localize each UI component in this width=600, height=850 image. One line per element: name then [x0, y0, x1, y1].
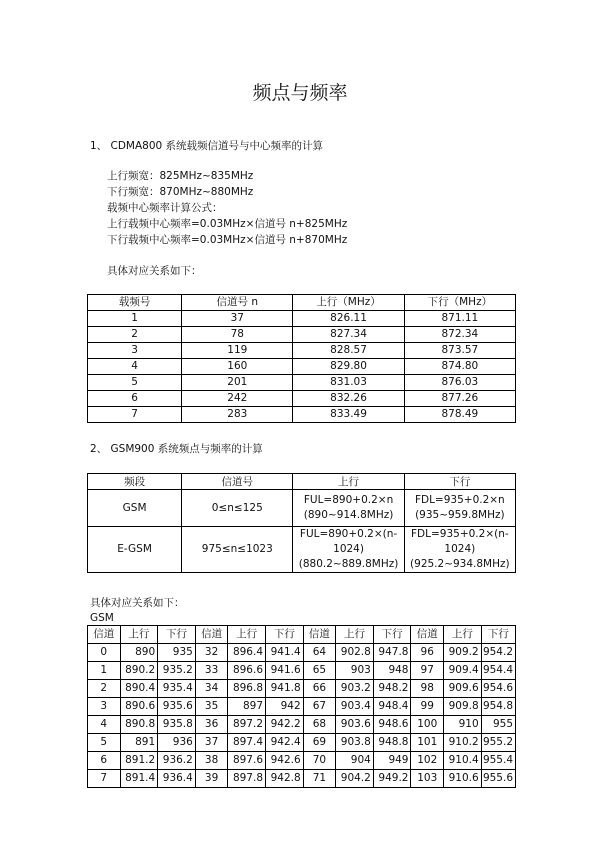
uplink-cell: 897	[228, 698, 266, 716]
uplink-cell: 903.2	[336, 680, 374, 698]
uplink-range: (880.2~889.8MHz)	[298, 558, 399, 570]
channel-cell: 96	[411, 644, 444, 662]
uplink-cell: 904	[336, 752, 374, 770]
channel-cell: 69	[303, 734, 336, 752]
carrier-number: 5	[88, 375, 182, 391]
downlink-cell: 935.2	[158, 662, 196, 680]
table-row	[88, 527, 516, 573]
downlink-cell: 954.2	[481, 644, 515, 662]
channel-cell: 68	[303, 716, 336, 734]
channel-cell: 71	[303, 770, 336, 788]
channel-cell: 3	[88, 698, 121, 716]
channel-cell: 39	[195, 770, 228, 788]
downlink-cell: 954.4	[481, 662, 515, 680]
downlink-cell: 941.8	[266, 680, 304, 698]
uplink-cell: 904.2	[336, 770, 374, 788]
channel-cell: 101	[411, 734, 444, 752]
uplink-cell: 890.4	[120, 680, 158, 698]
uplink-frequency: 826.11	[293, 311, 404, 327]
uplink-cell: 903.6	[336, 716, 374, 734]
uplink-cell: 890.8	[120, 716, 158, 734]
downlink-formula: FDL=935+0.2×(n-1024)	[411, 528, 509, 555]
channel-cell: 7	[88, 770, 121, 788]
channel-cell: 1	[88, 662, 121, 680]
table-row	[88, 698, 516, 716]
uplink-formula: FUL=890+0.2×n	[303, 494, 394, 506]
header-downlink: 下行（MHz）	[404, 295, 515, 311]
uplink-cell: 909.4	[444, 662, 482, 680]
gsm-header-cell: 信道	[88, 626, 121, 644]
downlink-cell: 936.4	[158, 770, 196, 788]
band-name: E-GSM	[88, 527, 182, 573]
uplink-cell: 890	[120, 644, 158, 662]
downlink-cell: 954.8	[481, 698, 515, 716]
channel-cell: 33	[195, 662, 228, 680]
channel-number: 37	[182, 311, 293, 327]
channel-cell: 4	[88, 716, 121, 734]
uplink-cell	[293, 490, 404, 527]
uplink-formula: 上行载频中心频率=0.03MHz×信道号 n+825MHz	[107, 218, 348, 230]
uplink-frequency: 828.57	[293, 343, 404, 359]
table-row	[88, 662, 516, 680]
cdma-frequency-table	[87, 294, 516, 423]
downlink-range: (925.2~934.8MHz)	[410, 558, 510, 570]
downlink-cell: 942.4	[266, 734, 304, 752]
downlink-frequency: 871.11	[404, 311, 515, 327]
gsm-header-cell: 信道	[303, 626, 336, 644]
uplink-cell: 902.8	[336, 644, 374, 662]
downlink-cell: 948.2	[373, 680, 411, 698]
downlink-cell: 949.2	[373, 770, 411, 788]
uplink-cell: 910.4	[444, 752, 482, 770]
uplink-frequency: 831.03	[293, 375, 404, 391]
channel-cell: 99	[411, 698, 444, 716]
downlink-cell: 942.6	[266, 752, 304, 770]
downlink-frequency: 876.03	[404, 375, 515, 391]
channel-cell: 6	[88, 752, 121, 770]
channel-cell: 2	[88, 680, 121, 698]
gsm-header-cell: 下行	[481, 626, 515, 644]
downlink-range: (935~959.8MHz)	[415, 509, 505, 521]
channel-range: 0≤n≤125	[182, 490, 293, 527]
uplink-cell: 896.6	[228, 662, 266, 680]
downlink-cell: 955	[481, 716, 515, 734]
channel-number: 283	[182, 407, 293, 423]
channel-cell: 36	[195, 716, 228, 734]
table-row	[88, 490, 516, 527]
channel-cell: 65	[303, 662, 336, 680]
header-channel: 信道号 n	[182, 295, 293, 311]
table-row	[88, 770, 516, 788]
channel-number: 119	[182, 343, 293, 359]
channel-range: 975≤n≤1023	[182, 527, 293, 573]
uplink-cell: 903	[336, 662, 374, 680]
header-carrier: 载频号	[88, 295, 182, 311]
uplink-frequency: 833.49	[293, 407, 404, 423]
downlink-cell: 948.8	[373, 734, 411, 752]
uplink-cell: 896.4	[228, 644, 266, 662]
uplink-cell: 909.6	[444, 680, 482, 698]
downlink-cell	[404, 490, 515, 527]
gsm-header-cell: 下行	[158, 626, 196, 644]
channel-cell: 102	[411, 752, 444, 770]
channel-cell: 64	[303, 644, 336, 662]
channel-cell: 32	[195, 644, 228, 662]
uplink-cell: 891	[120, 734, 158, 752]
downlink-cell: 935.6	[158, 698, 196, 716]
gsm-sub-label: GSM	[90, 612, 114, 624]
channel-cell: 0	[88, 644, 121, 662]
gsm-channel-table	[87, 625, 516, 788]
uplink-cell: 909.8	[444, 698, 482, 716]
downlink-cell: 942.8	[266, 770, 304, 788]
channel-cell: 97	[411, 662, 444, 680]
downlink-cell: 941.6	[266, 662, 304, 680]
downlink-cell: 949	[373, 752, 411, 770]
table-row	[88, 644, 516, 662]
carrier-number: 6	[88, 391, 182, 407]
table-row	[88, 327, 516, 343]
gsm-header-cell: 下行	[373, 626, 411, 644]
uplink-cell: 903.8	[336, 734, 374, 752]
downlink-cell: 936.2	[158, 752, 196, 770]
uplink-frequency: 827.34	[293, 327, 404, 343]
band-name: GSM	[88, 490, 182, 527]
uplink-cell: 890.2	[120, 662, 158, 680]
downlink-cell: 935	[158, 644, 196, 662]
header-channel: 信道号	[182, 474, 293, 490]
downlink-frequency: 874.80	[404, 359, 515, 375]
table-row	[88, 716, 516, 734]
downlink-cell	[404, 527, 515, 573]
uplink-range: (890~914.8MHz)	[303, 509, 394, 521]
section2-heading: 2、 GSM900 系统频点与频率的计算	[90, 443, 263, 455]
gsm-header-cell: 上行	[336, 626, 374, 644]
gsm-header-cell: 信道	[411, 626, 444, 644]
carrier-number: 1	[88, 311, 182, 327]
section2-intro: 具体对应关系如下：	[90, 597, 185, 609]
downlink-cell: 955.4	[481, 752, 515, 770]
uplink-formula: FUL=890+0.2×(n-1024)	[299, 528, 398, 555]
table-header-row	[88, 626, 516, 644]
uplink-cell: 897.8	[228, 770, 266, 788]
uplink-cell: 910.6	[444, 770, 482, 788]
downlink-cell: 941.4	[266, 644, 304, 662]
uplink-cell: 897.6	[228, 752, 266, 770]
channel-cell: 98	[411, 680, 444, 698]
channel-number: 78	[182, 327, 293, 343]
downlink-frequency: 873.57	[404, 343, 515, 359]
channel-cell: 5	[88, 734, 121, 752]
uplink-cell: 897.4	[228, 734, 266, 752]
downlink-cell: 948.4	[373, 698, 411, 716]
downlink-frequency: 878.49	[404, 407, 515, 423]
channel-cell: 70	[303, 752, 336, 770]
channel-cell: 100	[411, 716, 444, 734]
table-row	[88, 375, 516, 391]
uplink-frequency: 832.26	[293, 391, 404, 407]
carrier-number: 7	[88, 407, 182, 423]
gsm-header-cell: 上行	[444, 626, 482, 644]
channel-number: 160	[182, 359, 293, 375]
table-header-row	[88, 474, 516, 490]
uplink-cell	[293, 527, 404, 573]
downlink-formula: 下行载频中心频率=0.03MHz×信道号 n+870MHz	[107, 234, 348, 246]
carrier-number: 3	[88, 343, 182, 359]
channel-number: 242	[182, 391, 293, 407]
downlink-cell: 947.8	[373, 644, 411, 662]
table-row	[88, 407, 516, 423]
downlink-cell: 954.6	[481, 680, 515, 698]
table-row	[88, 359, 516, 375]
channel-cell: 66	[303, 680, 336, 698]
channel-cell: 37	[195, 734, 228, 752]
carrier-number: 2	[88, 327, 182, 343]
gsm-header-cell: 上行	[120, 626, 158, 644]
channel-cell: 35	[195, 698, 228, 716]
channel-cell: 38	[195, 752, 228, 770]
carrier-number: 4	[88, 359, 182, 375]
header-uplink: 上行（MHz）	[293, 295, 404, 311]
downlink-cell: 935.8	[158, 716, 196, 734]
downlink-cell: 935.4	[158, 680, 196, 698]
section1-heading: 1、 CDMA800 系统载频信道号与中心频率的计算	[90, 140, 324, 152]
table-row	[88, 752, 516, 770]
downlink-band-text: 下行频宽：870MHz~880MHz	[107, 186, 254, 198]
table-row	[88, 680, 516, 698]
formula-label: 载频中心频率计算公式：	[107, 202, 223, 214]
uplink-cell: 910	[444, 716, 482, 734]
uplink-cell: 897.2	[228, 716, 266, 734]
uplink-cell: 896.8	[228, 680, 266, 698]
downlink-cell: 948.6	[373, 716, 411, 734]
downlink-cell: 942.2	[266, 716, 304, 734]
channel-cell: 103	[411, 770, 444, 788]
channel-cell: 67	[303, 698, 336, 716]
section1-intro: 具体对应关系如下：	[107, 265, 202, 277]
uplink-cell: 910.2	[444, 734, 482, 752]
uplink-cell: 891.4	[120, 770, 158, 788]
downlink-cell: 942	[266, 698, 304, 716]
uplink-band-text: 上行频宽：825MHz~835MHz	[107, 170, 254, 182]
downlink-frequency: 877.26	[404, 391, 515, 407]
gsm-header-cell: 信道	[195, 626, 228, 644]
uplink-cell: 891.2	[120, 752, 158, 770]
downlink-cell: 936	[158, 734, 196, 752]
uplink-cell: 890.6	[120, 698, 158, 716]
downlink-cell: 948	[373, 662, 411, 680]
downlink-cell: 955.6	[481, 770, 515, 788]
table-header-row	[88, 295, 516, 311]
gsm-header-cell: 上行	[228, 626, 266, 644]
header-uplink: 上行	[293, 474, 404, 490]
gsm-band-table	[87, 473, 516, 573]
page-title: 频点与频率	[252, 82, 348, 104]
header-downlink: 下行	[404, 474, 515, 490]
uplink-frequency: 829.80	[293, 359, 404, 375]
table-row	[88, 311, 516, 327]
channel-number: 201	[182, 375, 293, 391]
downlink-cell: 955.2	[481, 734, 515, 752]
table-row	[88, 391, 516, 407]
uplink-cell: 903.4	[336, 698, 374, 716]
table-row	[88, 343, 516, 359]
downlink-formula: FDL=935+0.2×n	[414, 494, 505, 506]
table-row	[88, 734, 516, 752]
gsm-header-cell: 下行	[266, 626, 304, 644]
downlink-frequency: 872.34	[404, 327, 515, 343]
channel-cell: 34	[195, 680, 228, 698]
uplink-cell: 909.2	[444, 644, 482, 662]
header-band: 频段	[88, 474, 182, 490]
